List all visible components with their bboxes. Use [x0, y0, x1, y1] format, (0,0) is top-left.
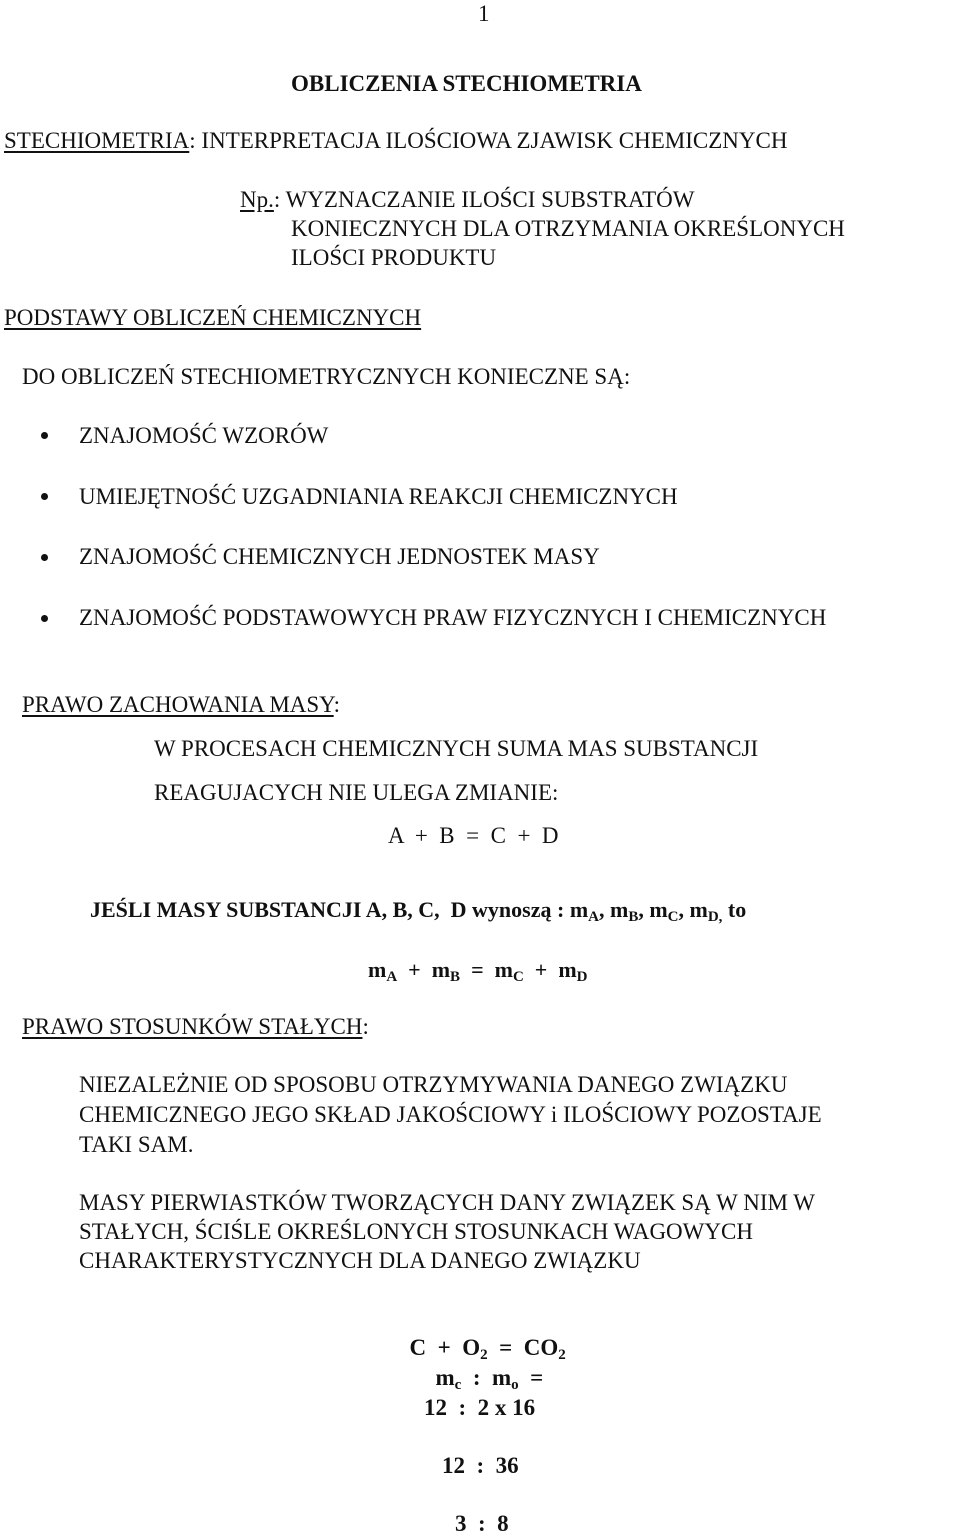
ratio-subscript-o: o: [511, 1377, 519, 1393]
sum-plus: +: [523, 957, 559, 982]
reaction-subscript: 2: [480, 1347, 488, 1363]
mass-symbol: m: [368, 957, 387, 982]
bullet-icon: [41, 432, 48, 439]
list-item-text: UMIEJĘTNOŚĆ UZGADNIANIA REAKCJI CHEMICZNYCH: [79, 484, 678, 509]
ratio-equals: =: [518, 1365, 544, 1390]
masses-to: to: [722, 897, 747, 922]
mass-symbol: m: [569, 897, 589, 922]
mass-subscript-a: A: [588, 909, 599, 925]
mass-law-text-1: W PROCESACH CHEMICZNYCH SUMA MAS SUBSTANCJI: [154, 736, 759, 761]
mass-symbol: m: [689, 897, 708, 922]
constant-law-para1-line2: CHEMICZNEGO JEGO SKŁAD JAKOŚCIOWY i ILOŚCIOWY POZOSTAJE: [79, 1102, 822, 1127]
calc-step-2: 12 : 36: [442, 1453, 519, 1478]
masses-comma: ,: [638, 897, 650, 922]
constant-law-para1-line3: TAKI SAM.: [79, 1132, 194, 1157]
mass-subscript-b: B: [628, 909, 639, 925]
masses-text: JEŚLI MASY SUBSTANCJI A, B, C, D wynoszą :: [90, 897, 570, 922]
constant-law-para2-line1: MASY PIERWIASTKÓW TWORZĄCYCH DANY ZWIĄZEK SĄ W NIM W: [79, 1190, 815, 1215]
example-text-1: WYZNACZANIE ILOŚCI SUBSTRATÓW: [285, 187, 695, 212]
constant-law-heading: [22, 1013, 369, 1041]
bullet-icon: [41, 554, 48, 561]
example-line-3: ILOŚCI PRODUKTU: [291, 245, 497, 270]
constant-law-colon: :: [362, 1014, 369, 1039]
definition-separator: :: [189, 128, 202, 153]
bullet-icon: [41, 615, 48, 622]
bullet-icon: [41, 493, 48, 500]
example-line-2: KONIECZNYCH DLA OTRZYMANIA OKREŚLONYCH: [291, 216, 845, 241]
mass-law-masses: [79, 868, 746, 924]
sum-plus: +: [397, 957, 432, 982]
mass-symbol: m: [431, 957, 451, 982]
mass-ratio: [424, 1336, 543, 1392]
calc-step-1: 12 : 2 x 16: [424, 1395, 536, 1420]
mass-symbol: m: [649, 897, 668, 922]
mass-law-text-2: REAGUJACYCH NIE ULEGA ZMIANIE:: [154, 780, 559, 805]
basics-heading: PODSTAWY OBLICZEŃ CHEMICZNYCH: [4, 305, 422, 330]
list-item-text: ZNAJOMOŚĆ PODSTAWOWYCH PRAW FIZYCZNYCH I CHEMICZNYCH: [79, 605, 827, 630]
page-title: OBLICZENIA STECHIOMETRIA: [291, 71, 642, 96]
definition-term: STECHIOMETRIA: [4, 128, 190, 153]
requirements-intro: DO OBLICZEŃ STECHIOMETRYCZNYCH KONIECZNE SĄ:: [22, 364, 631, 389]
mass-symbol: m: [558, 957, 577, 982]
constant-law-title: PRAWO STOSUNKÓW STAŁYCH: [22, 1014, 363, 1039]
masses-comma: ,: [678, 897, 690, 922]
constant-law-para1-line1: NIEZALEŻNIE OD SPOSOBU OTRZYMYWANIA DANEGO ZWIĄZKU: [79, 1072, 788, 1097]
sum-subscript-c: C: [512, 969, 524, 985]
sum-subscript-d: D: [576, 969, 588, 985]
definition-line: [4, 127, 787, 155]
masses-comma: ,: [598, 897, 610, 922]
reaction-right: = CO: [487, 1335, 559, 1360]
mass-law-heading: [22, 691, 340, 719]
example-label: Np.: [240, 187, 274, 212]
mass-law-sum-equation: [357, 928, 588, 984]
mass-law-title: PRAWO ZACHOWANIA MASY: [22, 692, 334, 717]
example-separator: :: [273, 187, 286, 212]
constant-law-para2-line2: STAŁYCH, ŚCIŚLE OKREŚLONYCH STOSUNKACH WAGOWYCH: [79, 1219, 753, 1244]
mass-subscript-d: D,: [707, 909, 723, 925]
definition-text: INTERPRETACJA ILOŚCIOWA ZJAWISK CHEMICZNYCH: [201, 128, 788, 153]
sum-subscript-b: B: [450, 969, 461, 985]
page-number: 1: [478, 1, 490, 26]
mass-symbol: m: [494, 957, 513, 982]
mass-law-equation: A + B = C + D: [388, 823, 559, 848]
ratio-m: m: [435, 1365, 455, 1390]
ratio-subscript-c: c: [454, 1377, 462, 1393]
sum-equals: =: [460, 957, 495, 982]
mass-subscript-c: C: [667, 909, 679, 925]
reaction-left: C + O: [409, 1335, 481, 1360]
list-item-text: ZNAJOMOŚĆ WZORÓW: [79, 423, 329, 448]
ratio-separator: : m: [461, 1365, 512, 1390]
mass-symbol: m: [609, 897, 629, 922]
mass-law-colon: :: [333, 692, 341, 717]
reaction-subscript: 2: [558, 1347, 566, 1363]
list-item-text: ZNAJOMOŚĆ CHEMICZNYCH JEDNOSTEK MASY: [79, 544, 600, 569]
calc-step-3: 3 : 8: [455, 1511, 509, 1536]
sum-subscript-a: A: [386, 969, 398, 985]
example-line-1: [240, 186, 694, 214]
constant-law-para2-line3: CHARAKTERYSTYCZNYCH DLA DANEGO ZWIĄZKU: [79, 1248, 641, 1273]
